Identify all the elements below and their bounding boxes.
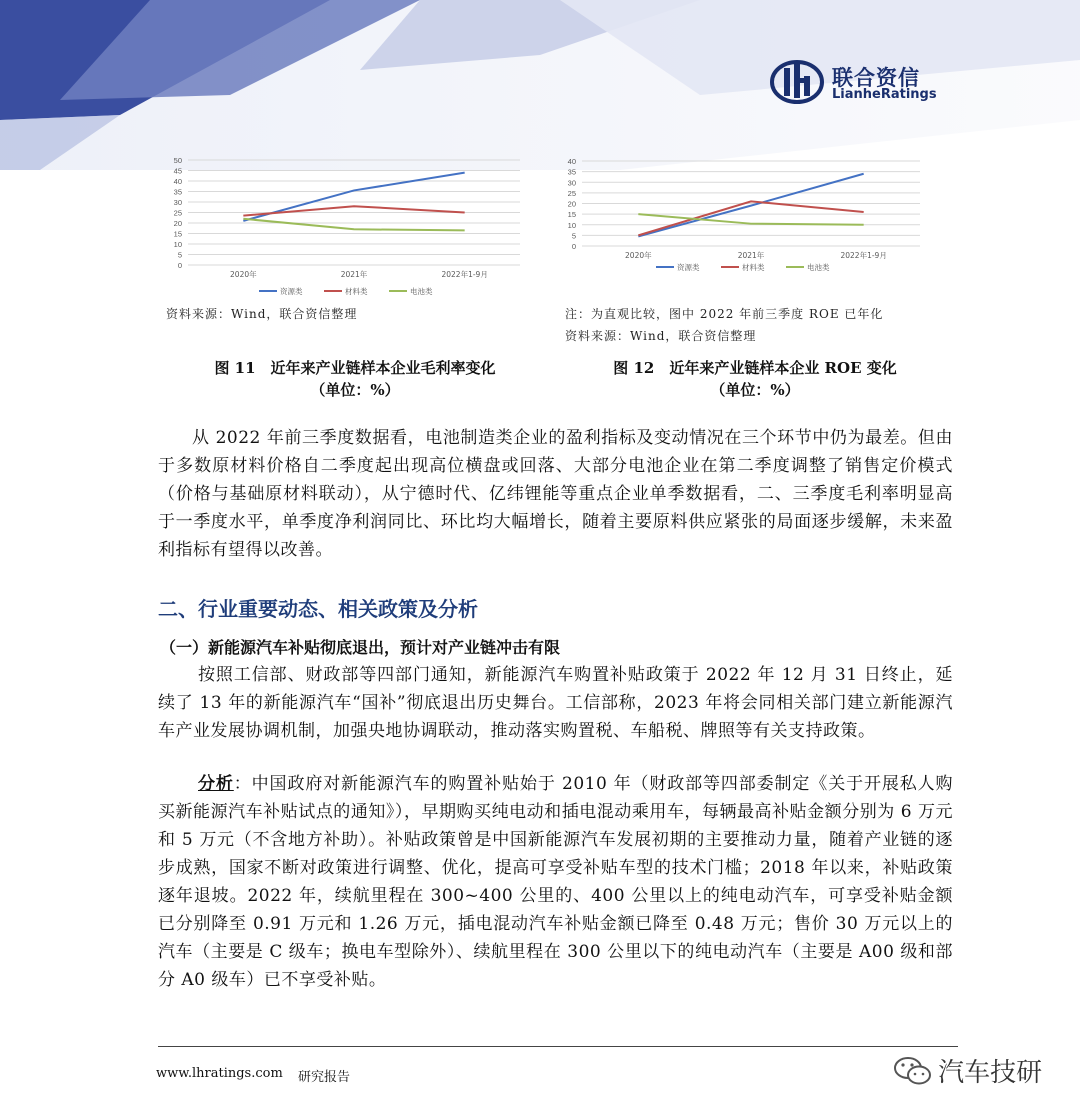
y-tick-label: 10	[567, 220, 576, 230]
y-tick-label: 40	[173, 177, 182, 186]
fig12-source: 资料来源：Wind，联合资信整理	[565, 329, 757, 343]
y-tick-label: 20	[173, 219, 182, 228]
roe-chart	[560, 153, 930, 278]
lianhe-logo-icon	[770, 60, 824, 104]
x-tick-label: 2020年	[230, 270, 257, 279]
analysis-label: 分析	[198, 774, 234, 794]
fig12-note: 注：为直观比较，图中 2022 年前三季度 ROE 已年化	[565, 307, 884, 321]
fig12-caption	[560, 357, 950, 401]
fig12-unit: （单位：%）	[710, 381, 800, 399]
brand-name-en: LianheRatings	[832, 87, 937, 102]
footer-url: www.lhratings.com	[156, 1066, 283, 1081]
y-tick-label: 20	[567, 199, 576, 209]
y-tick-label: 35	[173, 187, 182, 197]
wechat-icon	[893, 1054, 933, 1088]
series-line-2	[638, 214, 863, 225]
watermark-text: 汽车技研	[938, 1058, 1043, 1088]
analysis-text: ：中国政府对新能源汽车的购置补贴始于 2010 年（财政部等四部委制定《关于开展私人购买新能源汽车补贴试点的通知》），早期购买纯电动和插电混动乘用车，每辆最高补贴金额分别为 6 万元和 5 万元（不含地方补助）。补贴政策曾是中国新能源汽车发展初期的主要推动力量，随着产业链的逐步成熟，国家不断对政策进行调整、优化，提高可享受补贴车型的技术门槛；2018 年以来，补贴政策逐年退坡。2022 年，续航里程在 300~400 公里的、400 公里以上的纯电动汽车，可享受补贴金额已分别降至 0.91 万元和 1.26 万元，插电混动汽车补贴金额已降至 0.48 万元；售价 30 万元以上的汽车（主要是 C 级车；换电车型除外）、续航里程在 300 公里以下的纯电动汽车（主要是 A00 级和部分 A0 级车）已不享受补贴。	[158, 774, 954, 990]
y-tick-label: 15	[567, 210, 576, 220]
y-tick-label: 25	[567, 188, 576, 198]
fig11-source: 资料来源：Wind，联合资信整理	[166, 307, 358, 321]
y-tick-label: 40	[567, 157, 576, 166]
series-line-0	[638, 174, 863, 237]
y-tick-label: 30	[567, 178, 576, 188]
x-tick-label: 2020年	[625, 251, 652, 260]
legend-label: 电池类	[807, 263, 830, 272]
gross-margin-chart	[160, 150, 530, 300]
fig11-unit: （单位：%）	[310, 381, 400, 399]
footer-divider	[158, 1046, 958, 1047]
x-tick-label: 2021年	[737, 251, 765, 260]
series-line-2	[243, 219, 464, 231]
legend-label: 材料类	[742, 263, 765, 272]
legend-label: 资源类	[677, 263, 700, 272]
y-tick-label: 0	[177, 261, 182, 270]
fig12-title: 图 12 近年来产业链样本企业 ROE 变化	[613, 359, 897, 377]
y-tick-label: 35	[567, 167, 576, 177]
watermark	[893, 1052, 1042, 1089]
y-tick-label: 15	[173, 229, 182, 239]
subsection-title: （一）新能源汽车补贴彻底退出，预计对产业链冲击有限	[160, 638, 561, 657]
y-tick-label: 0	[571, 242, 576, 251]
brand-name-cn: 联合资信	[832, 66, 920, 90]
paragraph-profitability: 从 2022 年前三季度数据看，电池制造类企业的盈利指标及变动情况在三个环节中仍为最差。但由于多数原材料价格自二季度起出现高位横盘或回落、大部分电池企业在第二季度调整了销售定价模式（价格与基础原材料联动），从宁德时代、亿纬锂能等重点企业单季数据看，二、三季度毛利率明显高于一季度水平，单季度净利润同比、环比均大幅增长，随着主要原料供应紧张的局面逐步缓解，未来盈利指标有望得以改善。	[158, 428, 953, 560]
paragraph-subsidy-notice: 按照工信部、财政部等四部门通知，新能源汽车购置补贴政策于 2022 年 12 月 31 日终止，延续了 13 年的新能源汽车“国补”彻底退出历史舞台。工信部称，2023 年将会同相关部门建立新能源汽车产业发展协调机制，加强央地协调联动，推动落实购置税、车船税、牌照等有关支持政策。	[158, 665, 953, 741]
x-tick-label: 2022年1-9月	[840, 251, 887, 260]
y-tick-label: 50	[173, 156, 182, 165]
brand-logo	[770, 60, 970, 106]
section-title: 二、行业重要动态、相关政策及分析	[158, 597, 478, 621]
y-tick-label: 25	[173, 208, 182, 218]
x-tick-label: 2022年1-9月	[441, 270, 488, 279]
y-tick-label: 5	[571, 231, 576, 241]
footer-label: 研究报告	[298, 1070, 351, 1085]
y-tick-label: 5	[177, 250, 182, 260]
y-tick-label: 30	[173, 198, 182, 207]
paragraph-analysis	[158, 770, 953, 994]
fig11-caption	[160, 357, 550, 401]
fig11-title: 图 11 近年来产业链样本企业毛利率变化	[214, 359, 496, 377]
x-tick-label: 2021年	[340, 270, 368, 279]
y-tick-label: 10	[173, 240, 182, 249]
legend-label: 材料类	[345, 287, 368, 296]
legend-label: 资源类	[280, 287, 303, 296]
legend-label: 电池类	[410, 287, 433, 296]
y-tick-label: 45	[173, 166, 182, 176]
